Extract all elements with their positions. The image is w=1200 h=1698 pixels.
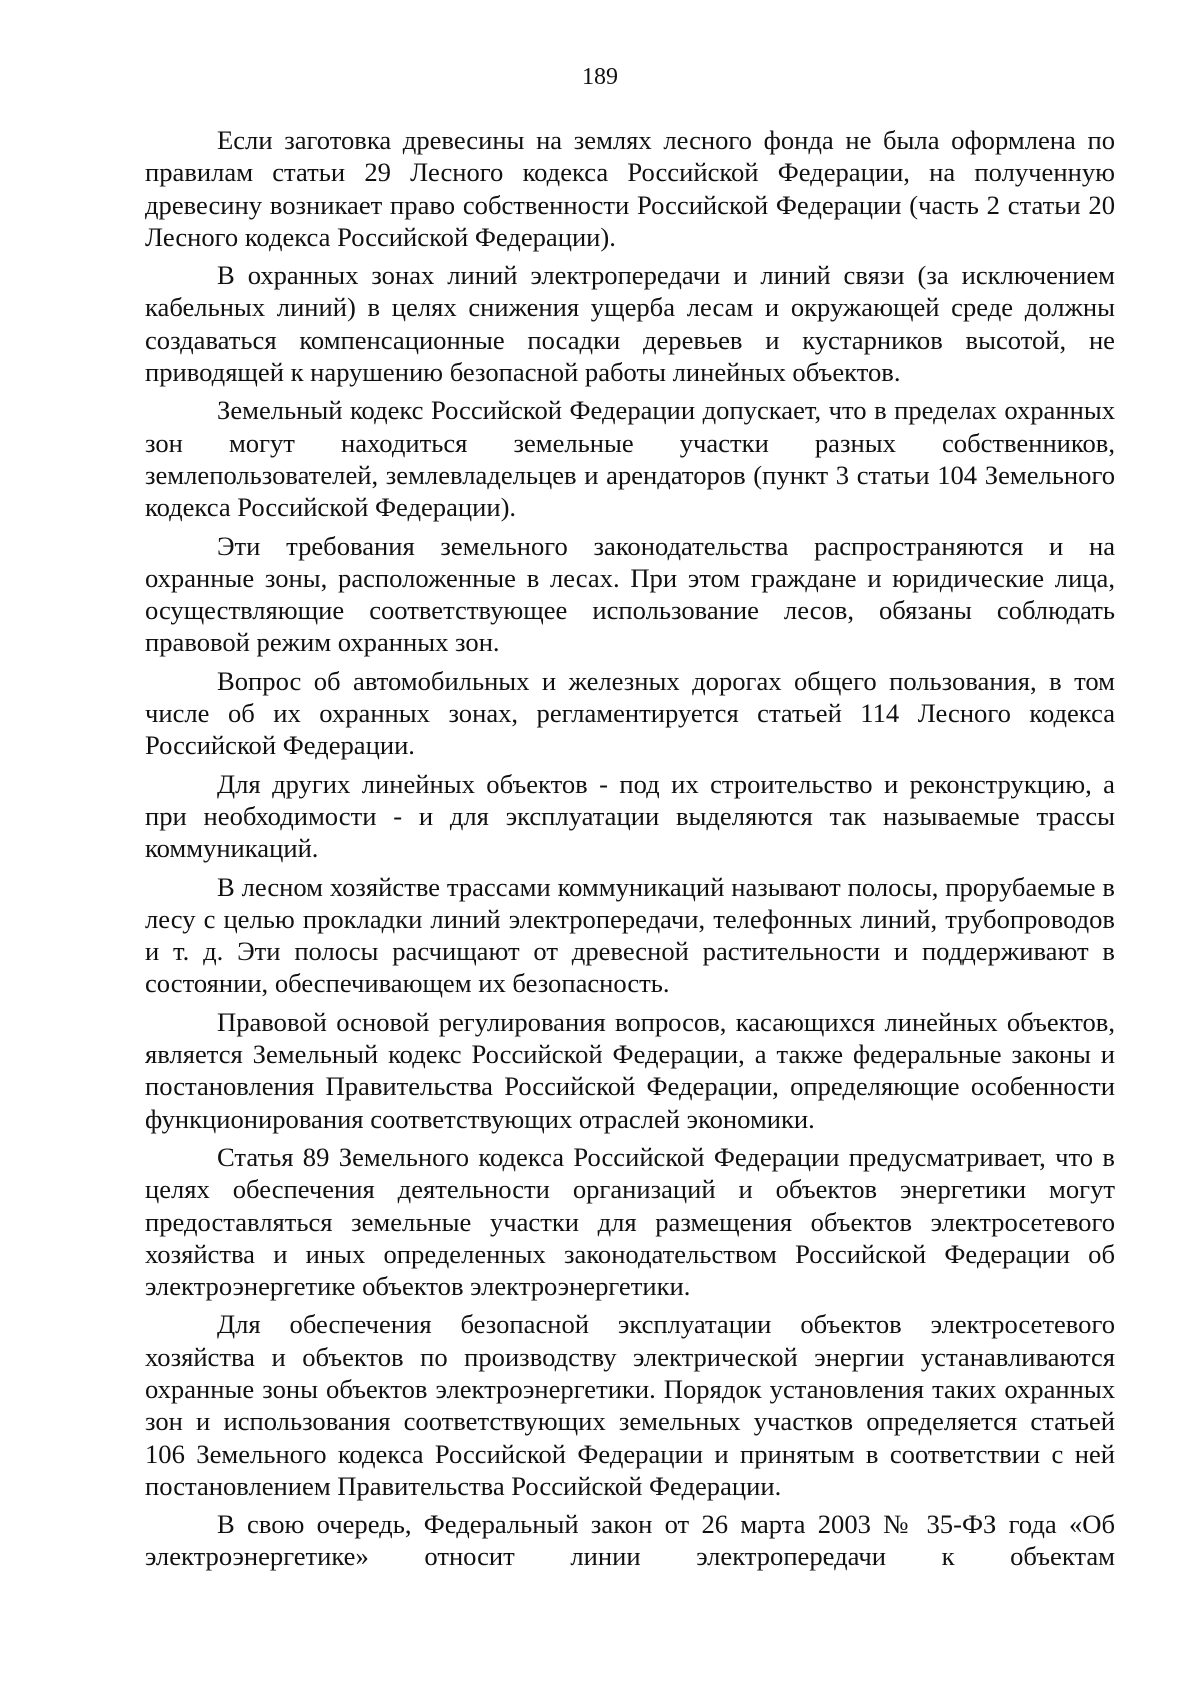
paragraph-4: Эти требования земельного законодательства распространяются и на охранные зоны, расположенные в лесах. При этом граждане и юридические лица, осуществляющие соответствующее использование лесов, обязаны соблюдать правовой режим охранных зон. — [145, 530, 1115, 658]
paragraph-6: Для других линейных объектов - под их строительство и реконструкцию, а при необходимости - и для эксплуатации выделяются так называемые трассы коммуникаций. — [145, 768, 1115, 864]
paragraph-5: Вопрос об автомобильных и железных дорогах общего пользования, в том числе об их охранных зонах, регламентируется статьей 114 Лесного кодекса Российской Федерации. — [145, 665, 1115, 761]
document-body — [145, 124, 1115, 1579]
paragraph-3: Земельный кодекс Российской Федерации допускает, что в пределах охранных зон могут находиться земельные участки разных собственников, землепользователей, землевладельцев и арендаторов (пункт 3 статьи 104 Земельного кодекса Российской Федерации). — [145, 395, 1115, 523]
paragraph-11: В свою очередь, Федеральный закон от 26 марта 2003 № 35-ФЗ года «Об электроэнергетике» относит линии электропередачи к объектам — [145, 1509, 1115, 1572]
page-number: 189 — [582, 64, 618, 90]
paragraph-8: Правовой основой регулирования вопросов, касающихся линейных объектов, является Земельный кодекс Российской Федерации, а также федеральные законы и постановления Правительства Российской Федерации, определяющие особенности функционирования соответствующих отраслей экономики. — [145, 1006, 1115, 1134]
paragraph-7: В лесном хозяйстве трассами коммуникаций называют полосы, прорубаемые в лесу с целью прокладки линий электропередачи, телефонных линий, трубопроводов и т. д. Эти полосы расчищают от древесной растительности и поддерживают в состоянии, обеспечивающем их безопасность. — [145, 871, 1115, 999]
paragraph-9: Статья 89 Земельного кодекса Российской Федерации предусматривает, что в целях обеспечения деятельности организаций и объектов энергетики могут предоставляться земельные участки для размещения объектов электросетевого хозяйства и иных определенных законодательством Российской Федерации об электроэнергетике объектов электроэнергетики. — [145, 1141, 1115, 1302]
paragraph-1: Если заготовка древесины на землях лесного фонда не была оформлена по правилам статьи 29 Лесного кодекса Российской Федерации, на полученную древесину возникает право собственности Российской Федерации (часть 2 статьи 20 Лесного кодекса Российской Федерации). — [145, 125, 1115, 252]
paragraph-2: В охранных зонах линий электропередачи и линий связи (за исключением кабельных линий) в целях снижения ущерба лесам и окружающей среде должны создаваться компенсационные посадки деревьев и кустарников высотой, не приводящей к нарушению безопасной работы линейных объектов. — [145, 260, 1115, 388]
paragraph-10: Для обеспечения безопасной эксплуатации объектов электросетевого хозяйства и объектов по производству электрической энергии устанавливаются охранные зоны объектов электроэнергетики. Порядок установления таких охранных зон и использования соответствующих земельных участков определяется статьей 106 Земельного кодекса Российской Федерации и принятым в соответствии с ней постановлением Правительства Российской Федерации. — [145, 1309, 1115, 1501]
